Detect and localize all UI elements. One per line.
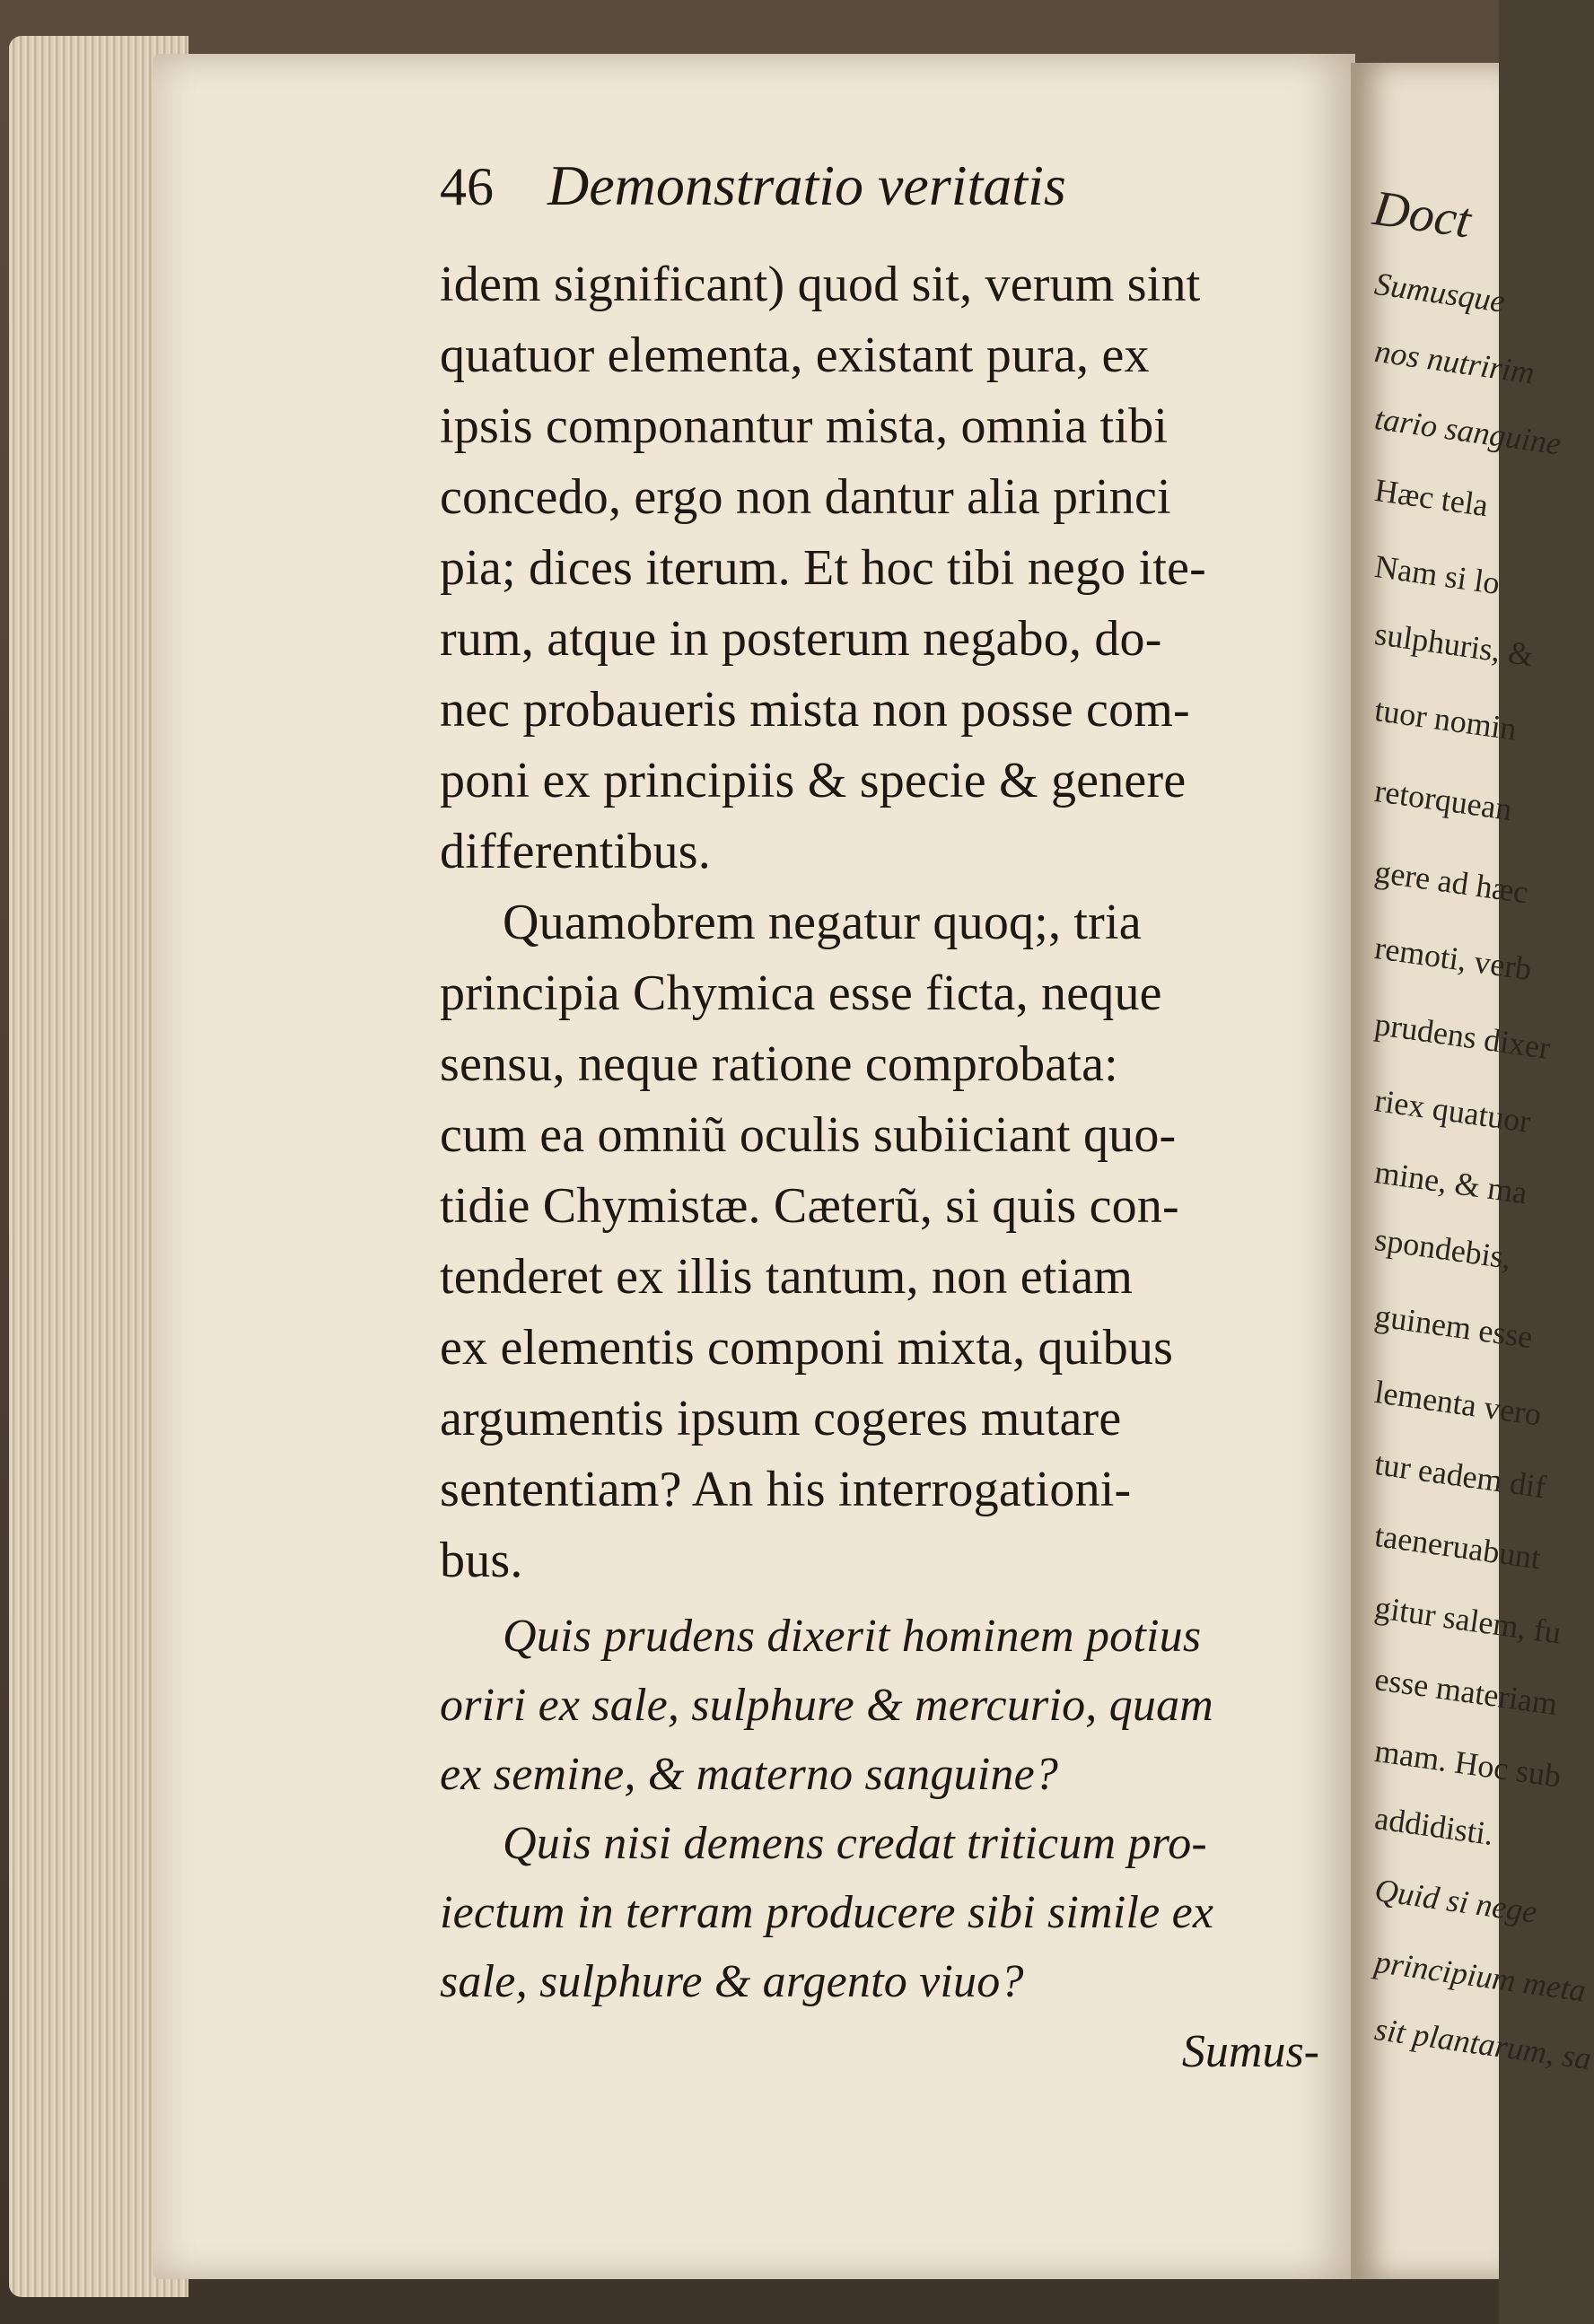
facing-line: tur eadem dif <box>1372 1445 1548 1506</box>
text-line: principia Chymica esse ficta, neque <box>440 965 1162 1021</box>
facing-line: esse materiam <box>1372 1660 1560 1723</box>
text-line: sensu, neque ratione comprobata: <box>440 1036 1118 1092</box>
facing-line: Quid si nege <box>1372 1871 1540 1930</box>
page-number: 46 <box>440 157 494 216</box>
facing-line: tario sanguine <box>1372 399 1563 462</box>
facing-line: sit plantarum, sa <box>1372 2010 1594 2077</box>
facing-line: principium meta <box>1372 1943 1589 2009</box>
italic-line: ex semine, & materno sanguine? <box>440 1749 1059 1800</box>
facing-line: nos nutririm <box>1372 332 1537 391</box>
facing-line: gitur salem, fu <box>1372 1588 1563 1651</box>
italic-line: sale, sulphure & argento viuo? <box>440 1956 1024 2007</box>
text-line: quatuor elementa, existant pura, ex <box>440 328 1150 383</box>
text-line: pia; dices iterum. Et hoc tibi nego ite- <box>440 540 1206 596</box>
text-line: tenderet ex illis tantum, non etiam <box>440 1249 1134 1305</box>
text-line: Quamobrem negatur quoq;, tria <box>503 895 1142 950</box>
facing-line: guinem esse <box>1372 1297 1536 1356</box>
italic-questions <box>440 1602 1328 2016</box>
text-line: bus. <box>440 1533 523 1588</box>
facing-line: tuor nomin <box>1372 691 1520 747</box>
italic-line: Quis prudens dixerit hominem potius <box>503 1611 1202 1662</box>
facing-page <box>1351 63 1594 2279</box>
paragraph-2 <box>440 887 1328 1596</box>
facing-line: prudens dixer <box>1372 1005 1553 1067</box>
running-header <box>440 153 1328 242</box>
italic-line: oriri ex sale, sulphure & mercurio, quam <box>440 1680 1214 1731</box>
text-line: differentibus. <box>440 824 711 879</box>
catchword: Sumus- <box>1181 2026 1319 2077</box>
text-line: sententiam? An his interrogationi- <box>440 1462 1132 1517</box>
facing-line: spondebis, <box>1372 1220 1514 1276</box>
facing-line: addidisti. <box>1372 1799 1496 1853</box>
italic-line: Quis nisi demens credat triticum pro- <box>503 1818 1207 1869</box>
facing-line: mine, & ma <box>1372 1153 1530 1211</box>
text-line: tidie Chymistæ. Cæterũ, si quis con- <box>440 1178 1179 1234</box>
facing-line: Hæc tela <box>1372 471 1491 524</box>
running-title: Demonstratio veritatis <box>547 153 1066 217</box>
facing-line: sulphuris, & <box>1372 615 1537 674</box>
facing-line: riex quatuor <box>1372 1081 1534 1140</box>
text-line: ex elementis componi mixta, quibus <box>440 1320 1174 1376</box>
text-line: cum ea omniũ oculis subiiciant quo- <box>440 1107 1177 1163</box>
text-line: nec probaueris mista non posse com- <box>440 682 1190 738</box>
facing-line: retorquean <box>1372 772 1515 828</box>
facing-line: lementa vero <box>1372 1373 1544 1433</box>
facing-line: taeneruabunt <box>1372 1516 1543 1577</box>
facing-line: gere ad hæc <box>1372 852 1531 911</box>
text-line: argumentis ipsum cogeres mutare <box>440 1391 1122 1446</box>
facing-line: remoti, verb <box>1372 929 1535 988</box>
paragraph-1 <box>440 249 1328 887</box>
text-line: concedo, ergo non dantur alia princi <box>440 469 1171 525</box>
text-line: ipsis componantur mista, omnia tibi <box>440 398 1169 454</box>
text-line: rum, atque in posterum negabo, do- <box>440 611 1162 667</box>
italic-line: iectum in terram producere sibi simile ex <box>440 1887 1214 1938</box>
text-line: idem significant) quod sit, verum sint <box>440 257 1201 312</box>
text-line: poni ex principiis & specie & genere <box>440 753 1187 808</box>
facing-line: Sumusque <box>1372 265 1508 319</box>
facing-line: Nam si lo <box>1372 547 1502 602</box>
facing-line: mam. Hoc sub <box>1372 1732 1563 1795</box>
facing-line: Doct <box>1370 179 1475 249</box>
main-text-block <box>440 153 1328 2088</box>
